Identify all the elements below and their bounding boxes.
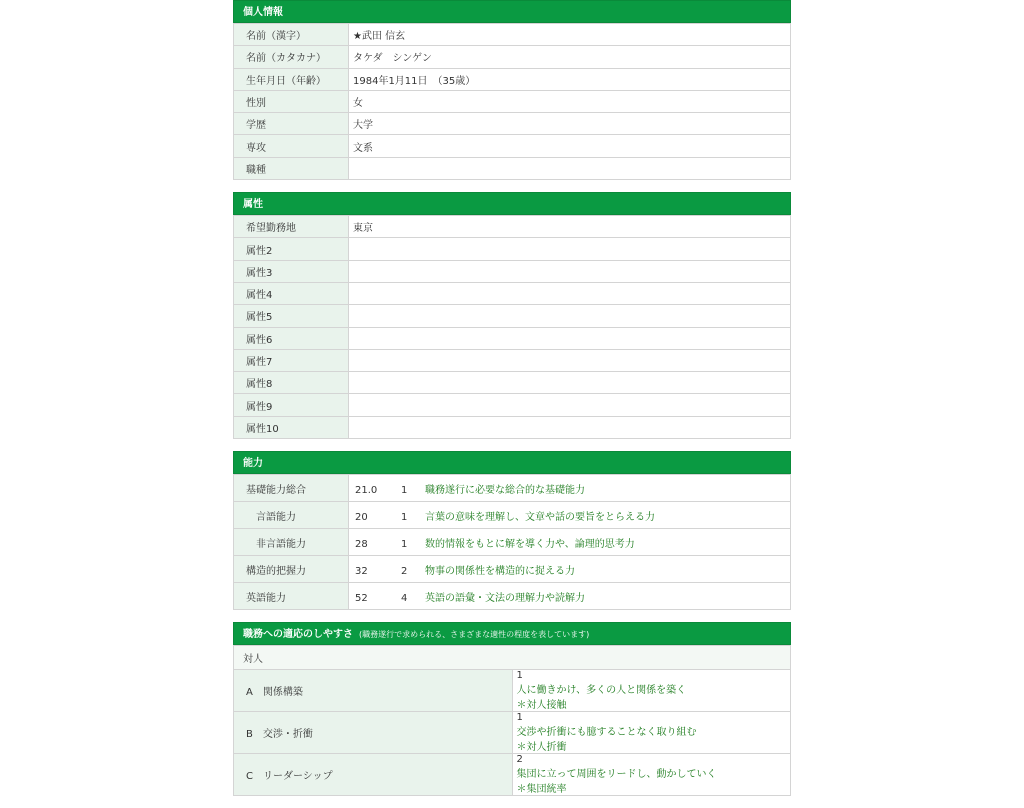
table-row <box>234 113 791 135</box>
row-value <box>349 372 791 394</box>
ability-label: 構造的把握力 <box>234 556 349 583</box>
ability-desc: 物事の関係性を構造的に捉える力 <box>425 565 575 577</box>
report <box>233 0 791 808</box>
ability-score: 21.0 <box>355 484 378 496</box>
table-row <box>234 416 791 438</box>
fit-desc: 人に働きかけ、多くの人と関係を築く <box>516 685 687 697</box>
ability-table <box>233 474 791 610</box>
fit-label: A 関係構築 <box>234 670 513 712</box>
table-row <box>234 260 791 282</box>
personal-header: 個人情報 <box>233 0 791 23</box>
row-label: 名前（漢字） <box>234 24 349 46</box>
table-row <box>234 670 791 712</box>
ability-level: 1 <box>401 511 408 523</box>
ability-section <box>233 451 791 610</box>
row-label: 属性3 <box>234 260 349 282</box>
table-row <box>234 157 791 179</box>
row-value: ★武田 信玄 <box>349 24 791 46</box>
attributes-table <box>233 215 791 439</box>
row-value: 1984年1月11日 （35歳） <box>349 68 791 90</box>
table-row <box>234 372 791 394</box>
ability-header: 能力 <box>233 451 791 474</box>
fit-note: (職務遂行で求められる、さまざまな適性の程度を表しています) <box>359 630 590 640</box>
row-label: 属性8 <box>234 372 349 394</box>
row-value <box>349 327 791 349</box>
ability-level: 1 <box>401 538 408 550</box>
row-label: 属性9 <box>234 394 349 416</box>
ability-label: 英語能力 <box>234 583 349 610</box>
row-label: 属性4 <box>234 282 349 304</box>
table-row <box>234 46 791 68</box>
row-value <box>349 238 791 260</box>
row-label: 生年月日（年齢） <box>234 68 349 90</box>
ability-label: 非言語能力 <box>234 529 349 556</box>
table-row <box>234 135 791 157</box>
row-value <box>349 282 791 304</box>
fit-cell <box>512 670 791 712</box>
row-label: 名前（カタカナ） <box>234 46 349 68</box>
row-label: 属性2 <box>234 238 349 260</box>
row-value <box>349 349 791 371</box>
ability-score: 32 <box>355 565 368 577</box>
row-value <box>349 260 791 282</box>
ability-score: 52 <box>355 592 368 604</box>
fit-group-row <box>234 646 791 670</box>
row-label: 性別 <box>234 90 349 112</box>
ability-label: 基礎能力総合 <box>234 475 349 502</box>
fit-label: B 交渉・折衝 <box>234 712 513 754</box>
fit-desc: 集団に立って周囲をリードし、動かしていく <box>516 769 717 781</box>
attributes-header: 属性 <box>233 192 791 215</box>
ability-desc: 英語の語彙・文法の理解力や読解力 <box>425 592 585 604</box>
ability-score: 20 <box>355 511 368 523</box>
personal-section <box>233 0 791 180</box>
row-value: 大学 <box>349 113 791 135</box>
row-value: 文系 <box>349 135 791 157</box>
fit-tag: ＊集団統率 <box>516 784 567 796</box>
row-label: 属性10 <box>234 416 349 438</box>
table-row <box>234 475 791 502</box>
table-row <box>234 712 791 754</box>
ability-desc: 職務遂行に必要な総合的な基礎能力 <box>425 484 585 496</box>
row-label: 希望勤務地 <box>234 216 349 238</box>
ability-cell <box>349 556 791 583</box>
ability-cell <box>349 475 791 502</box>
table-row <box>234 238 791 260</box>
row-value: タケダ シンゲン <box>349 46 791 68</box>
row-value: 東京 <box>349 216 791 238</box>
fit-section <box>233 622 791 796</box>
attributes-section <box>233 192 791 439</box>
fit-table <box>233 645 791 796</box>
ability-desc: 数的情報をもとに解を導く力や、論理的思考力 <box>425 538 635 550</box>
row-value <box>349 305 791 327</box>
table-row <box>234 327 791 349</box>
fit-group-label: 対人 <box>234 646 791 670</box>
table-row <box>234 216 791 238</box>
fit-score: 1 <box>516 712 523 724</box>
row-value <box>349 416 791 438</box>
row-value <box>349 157 791 179</box>
row-value: 女 <box>349 90 791 112</box>
fit-title: 職務への適応のしやすさ <box>243 629 353 641</box>
personal-table <box>233 23 791 180</box>
table-row <box>234 349 791 371</box>
ability-level: 1 <box>401 484 408 496</box>
ability-score: 28 <box>355 538 368 550</box>
row-label: 職種 <box>234 157 349 179</box>
row-label: 学歴 <box>234 113 349 135</box>
fit-cell <box>512 754 791 796</box>
fit-cell <box>512 712 791 754</box>
fit-tag: ＊対人折衝 <box>516 742 567 754</box>
ability-cell <box>349 583 791 610</box>
table-row <box>234 754 791 796</box>
row-value <box>349 394 791 416</box>
table-row <box>234 305 791 327</box>
table-row <box>234 529 791 556</box>
fit-header <box>233 622 791 645</box>
fit-label: C リーダーシップ <box>234 754 513 796</box>
table-row <box>234 394 791 416</box>
table-row <box>234 90 791 112</box>
table-row <box>234 68 791 90</box>
ability-cell <box>349 502 791 529</box>
ability-cell <box>349 529 791 556</box>
table-row <box>234 583 791 610</box>
ability-label: 言語能力 <box>234 502 349 529</box>
fit-tag: ＊対人接触 <box>516 700 567 712</box>
table-row <box>234 24 791 46</box>
table-row <box>234 502 791 529</box>
fit-score: 2 <box>516 754 523 766</box>
table-row <box>234 556 791 583</box>
ability-level: 2 <box>401 565 408 577</box>
fit-score: 1 <box>516 670 523 682</box>
row-label: 属性6 <box>234 327 349 349</box>
ability-desc: 言葉の意味を理解し、文章や話の要旨をとらえる力 <box>425 511 655 523</box>
table-row <box>234 282 791 304</box>
row-label: 属性5 <box>234 305 349 327</box>
row-label: 専攻 <box>234 135 349 157</box>
ability-level: 4 <box>401 592 408 604</box>
fit-desc: 交渉や折衝にも臆することなく取り組む <box>516 727 697 739</box>
row-label: 属性7 <box>234 349 349 371</box>
